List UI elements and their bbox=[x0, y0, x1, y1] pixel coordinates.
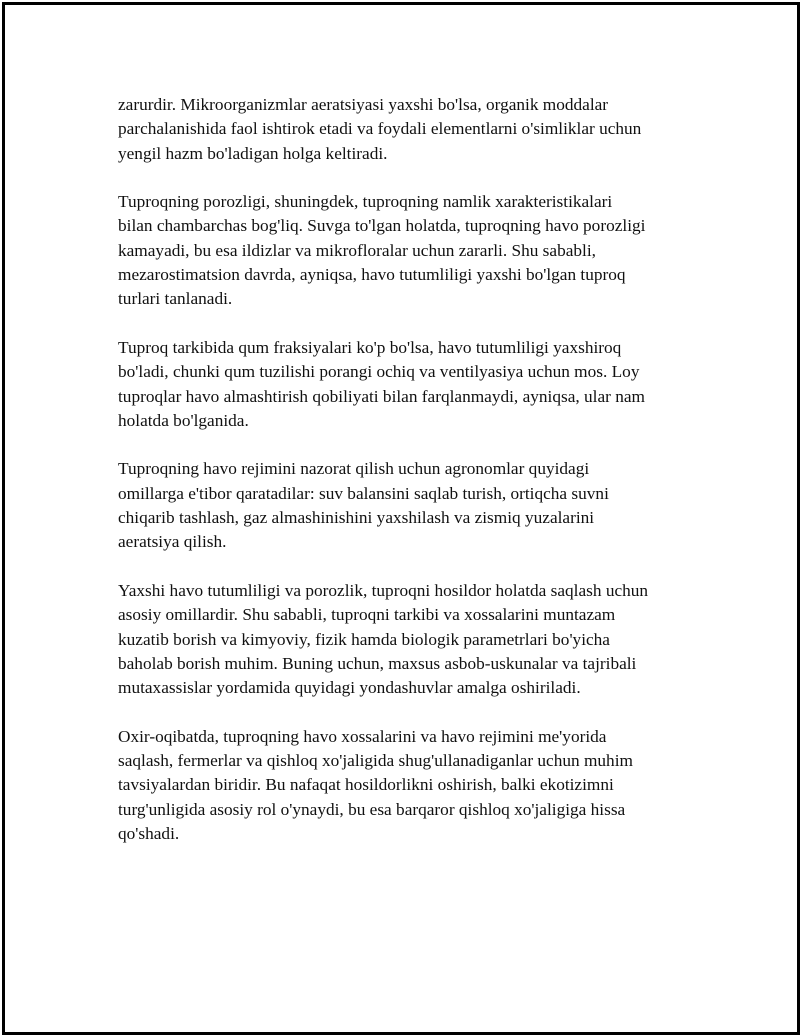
text-line: turg'unligida asosiy rol o'ynaydi, bu esa barqaror qishloq xo'jaligiga hissa bbox=[118, 799, 626, 819]
text-line: bilan chambarchas bog'liq. Suvga to'lgan holatda, tuproqning havo porozligi bbox=[118, 216, 646, 236]
paragraph-1 bbox=[118, 93, 688, 166]
text-line: chiqarib tashlash, gaz almashinishini yaxshilash va zismiq yuzalarini bbox=[118, 508, 595, 528]
text-line: qo'shadi. bbox=[118, 823, 180, 843]
text-line: aeratsiya qilish. bbox=[118, 532, 227, 552]
text-line: holatda bo'lganida. bbox=[118, 410, 249, 430]
text-line: baholab borish muhim. Buning uchun, maxsus asbob-uskunalar va tajribali bbox=[118, 653, 637, 673]
paragraph-4 bbox=[118, 457, 688, 554]
text-line: omillarga e'tibor qaratadilar: suv balansini saqlab turish, ortiqcha suvni bbox=[118, 483, 609, 503]
text-line: zarurdir. Mikroorganizmlar aeratsiyasi yaxshi bo'lsa, organik moddalar bbox=[118, 95, 609, 114]
paragraph-2 bbox=[118, 190, 688, 311]
text-line: saqlash, fermerlar va qishloq xo'jaligida shug'ullanadiganlar uchun muhim bbox=[118, 751, 633, 771]
paragraph-3 bbox=[118, 336, 688, 433]
text-line: mezarostimatsion davrda, ayniqsa, havo tutumliligi yaxshi bo'lgan tuproq bbox=[118, 265, 626, 285]
text-line: Tuproq tarkibida qum fraksiyalari ko'p bo'lsa, havo tutumliligi yaxshiroq bbox=[118, 337, 622, 357]
text-line: Yaxshi havo tutumliligi va porozlik, tuproqni hosildor holatda saqlash uchun bbox=[118, 580, 649, 600]
text-line: asosiy omillardir. Shu sababli, tuproqni tarkibi va xossalarini muntazam bbox=[118, 605, 616, 625]
text-line: bo'ladi, chunki qum tuzilishi porangi ochiq va ventilyasiya uchun mos. Loy bbox=[118, 362, 640, 382]
text-line: kuzatib borish va kimyoviy, fizik hamda biologik parametrlari bo'yicha bbox=[118, 629, 610, 649]
paragraph-5 bbox=[118, 579, 688, 700]
text-line: parchalanishida faol ishtirok etadi va foydali elementlarni o'simliklar uchun bbox=[118, 119, 642, 139]
text-line: tavsiyalardan biridir. Bu nafaqat hosildorlikni oshirish, balki ekotizimni bbox=[118, 775, 614, 795]
text-line: Tuproqning havo rejimini nazorat qilish uchun agronomlar quyidagi bbox=[118, 459, 590, 479]
text-line: kamayadi, bu esa ildizlar va mikrofloralar uchun zararli. Shu sababli, bbox=[118, 240, 596, 260]
text-line: Oxir-oqibatda, tuproqning havo xossalarini va havo rejimini me'yorida bbox=[118, 726, 607, 746]
document-body bbox=[118, 93, 688, 871]
text-line: turlari tanlanadi. bbox=[118, 289, 233, 309]
text-line: tuproqlar havo almashtirish qobiliyati bilan farqlanmaydi, ayniqsa, ular nam bbox=[118, 386, 645, 406]
text-line: yengil hazm bo'ladigan holga keltiradi. bbox=[118, 143, 388, 163]
paragraph-6 bbox=[118, 725, 688, 846]
text-line: Tuproqning porozligi, shuningdek, tuproqning namlik xarakteristikalari bbox=[118, 192, 613, 212]
text-line: mutaxassislar yordamida quyidagi yondashuvlar amalga oshiriladi. bbox=[118, 678, 581, 698]
